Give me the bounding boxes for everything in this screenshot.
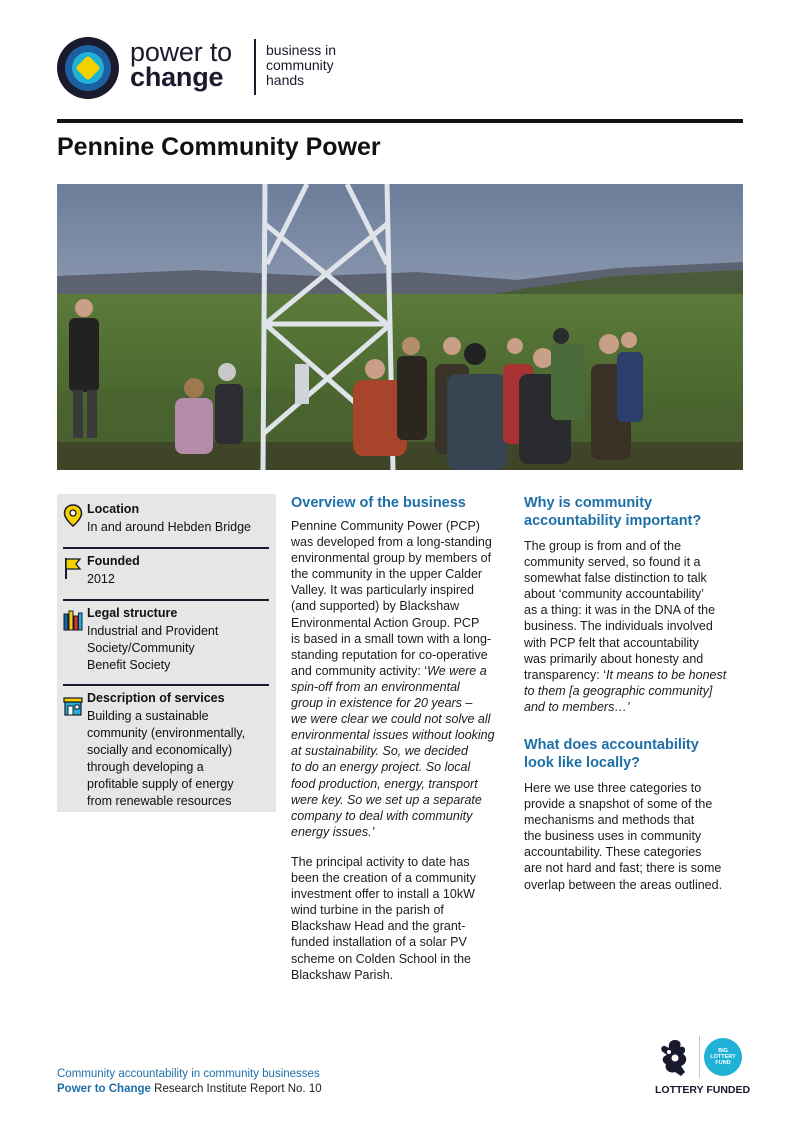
header-rule	[57, 119, 743, 123]
text-run: environmental group by members of	[291, 551, 492, 566]
info-value-line: Society/Community	[87, 641, 195, 655]
overview-para-1	[291, 518, 511, 840]
text-line	[291, 711, 511, 727]
info-value-line: from renewable resources	[87, 794, 232, 808]
info-box	[57, 494, 276, 812]
lottery-divider	[699, 1036, 700, 1078]
lottery-crossed-fingers-icon	[655, 1036, 695, 1080]
brand-line-2: change	[130, 62, 224, 92]
text-line	[291, 534, 511, 550]
text-line	[291, 518, 511, 534]
text-line: Blackshaw Head and the grant-	[291, 919, 466, 934]
text-line	[291, 663, 511, 679]
quote-run: group in existence for 20 years –	[291, 696, 473, 711]
quote-run: and to members…’	[524, 699, 630, 714]
footer-brand: Power to Change	[57, 1083, 151, 1095]
books-icon	[63, 608, 83, 632]
why-paragraph	[524, 538, 744, 715]
text-line	[291, 695, 511, 711]
text-line	[524, 635, 744, 651]
text-run: and community activity: ‘	[291, 663, 428, 678]
text-line: The principal activity to date has	[291, 855, 470, 869]
what-paragraph	[524, 780, 744, 893]
text-line	[524, 667, 744, 683]
tagline-line: community	[266, 57, 334, 73]
why-heading-line: Why is community	[524, 495, 653, 511]
text-run: with PCP felt that accountability	[524, 635, 699, 650]
text-line	[291, 550, 511, 566]
info-value	[87, 571, 115, 588]
text-line	[291, 727, 511, 743]
footer-report-number	[57, 1083, 322, 1095]
text-line	[291, 582, 511, 598]
footer-report-label: Research Institute Report No. 10	[150, 1083, 322, 1095]
lottery-funded-label: LOTTERY FUNDED	[655, 1084, 751, 1096]
group-photo	[57, 184, 743, 470]
quote-run: at sustainability. So, we decided	[291, 744, 468, 759]
text-line	[524, 554, 744, 570]
location-pin-icon	[63, 504, 83, 528]
text-run: standing reputation for co-operative	[291, 647, 488, 662]
shop-icon	[63, 693, 83, 717]
info-value-line: Benefit Society	[87, 658, 171, 672]
info-label: Founded	[87, 554, 140, 568]
text-line: are not hard and fast; there is some	[524, 861, 722, 876]
text-run: Pennine Community Power (PCP)	[291, 519, 480, 533]
info-value-line: Building a sustainable	[87, 709, 209, 723]
text-run: business. The individuals involved	[524, 619, 713, 634]
text-run: community served, so found it a	[524, 555, 701, 570]
info-label: Location	[87, 502, 140, 516]
tagline-line: hands	[266, 72, 305, 88]
text-line	[524, 538, 744, 554]
text-run: as a thing: it was in the DNA of the	[524, 603, 716, 618]
info-value-line: through developing a	[87, 760, 204, 774]
text-line	[291, 776, 511, 792]
big-lottery-fund-badge	[704, 1038, 742, 1076]
info-value	[87, 708, 245, 810]
text-line	[291, 679, 511, 695]
what-heading	[524, 736, 699, 772]
text-run: Environmental Action Group. PCP	[291, 615, 480, 630]
brand-divider	[254, 39, 256, 95]
footer-report-title: Community accountability in community businesses	[57, 1068, 320, 1080]
quote-run: to them [a geographic community]	[524, 683, 713, 698]
text-line	[524, 699, 744, 715]
text-line: Here we use three categories to	[524, 781, 702, 795]
quote-run: It means to be honest	[605, 667, 727, 682]
quote-run: we were clear we could not solve all	[291, 712, 491, 727]
text-line: provide a snapshot of some of the	[524, 797, 713, 812]
info-value-line: socially and economically)	[87, 743, 233, 757]
info-value-line: community (environmentally,	[87, 726, 246, 740]
text-line	[291, 631, 511, 647]
brand-line-1: power to	[130, 37, 232, 67]
info-value	[87, 623, 218, 674]
text-run: somewhat false distinction to talk	[524, 571, 707, 586]
text-run: (and supported) by Blackshaw	[291, 599, 460, 614]
text-line	[524, 570, 744, 586]
flag-icon	[63, 556, 83, 580]
text-line: wind turbine in the parish of	[291, 903, 444, 918]
info-value-line: 2012	[87, 572, 115, 586]
text-line	[291, 647, 511, 663]
power-to-change-logo-icon	[57, 37, 119, 99]
info-divider	[63, 684, 269, 686]
overview-para-2	[291, 854, 511, 983]
text-line: accountability. These categories	[524, 845, 702, 860]
text-line	[291, 759, 511, 775]
text-line: Blackshaw Parish.	[291, 967, 394, 982]
text-line	[291, 598, 511, 614]
overview-heading: Overview of the business	[291, 495, 466, 511]
text-line: mechanisms and methods that	[524, 813, 695, 828]
text-run: about ‘community accountability’	[524, 587, 704, 602]
quote-run: food production, energy, transport	[291, 776, 478, 791]
tagline-line: business in	[266, 42, 337, 58]
text-line: been the creation of a community	[291, 871, 476, 886]
text-line	[291, 792, 511, 808]
text-line	[524, 618, 744, 634]
quote-run: spin-off from an environmental	[291, 679, 460, 694]
badge-text	[704, 1048, 742, 1066]
quote-run: to do an energy project. So local	[291, 760, 471, 775]
info-divider	[63, 599, 269, 601]
info-label: Description of services	[87, 691, 225, 705]
text-run: was primarily about honesty and	[524, 651, 704, 666]
quote-run: company to deal with community	[291, 808, 473, 823]
text-line	[524, 651, 744, 667]
badge-text-line: BIG	[718, 1048, 728, 1054]
info-value-line: Industrial and Provident	[87, 624, 219, 638]
text-line: investment offer to install a 10kW	[291, 887, 475, 902]
quote-run: were key. So we set up a separate	[291, 792, 482, 807]
text-line	[524, 683, 744, 699]
text-line: the business uses in community	[524, 829, 702, 844]
why-heading-line: accountability important?	[524, 513, 702, 529]
tagline	[266, 43, 336, 88]
text-run: The group is from and of the	[524, 539, 682, 553]
text-run: is based in a small town with a long-	[291, 631, 492, 646]
what-heading-line: look like locally?	[524, 755, 641, 771]
info-value	[87, 519, 251, 536]
text-line	[291, 566, 511, 582]
quote-run: We were a	[427, 663, 487, 678]
text-line	[291, 808, 511, 824]
text-run: Valley. It was particularly inspired	[291, 583, 474, 598]
text-line: funded installation of a solar PV	[291, 935, 467, 950]
info-value-line: In and around Hebden Bridge	[87, 520, 252, 534]
info-value-line: profitable supply of energy	[87, 777, 234, 791]
text-run: the community in the upper Calder	[291, 567, 483, 582]
badge-text-line: FUND	[715, 1060, 731, 1066]
text-line	[524, 602, 744, 618]
text-line	[291, 615, 511, 631]
page-title: Pennine Community Power	[57, 133, 381, 161]
text-run: was developed from a long-standing	[291, 535, 492, 550]
info-label: Legal structure	[87, 606, 178, 620]
why-heading	[524, 494, 701, 530]
text-line: overlap between the areas outlined.	[524, 877, 723, 892]
quote-run: energy issues.’	[291, 824, 375, 839]
text-line: scheme on Colden School in the	[291, 951, 471, 966]
text-line	[291, 743, 511, 759]
quote-run: environmental issues without looking	[291, 728, 495, 743]
text-line	[291, 824, 511, 840]
text-run: transparency: ‘	[524, 667, 606, 682]
info-divider	[63, 547, 269, 549]
photo-illustration	[57, 184, 743, 470]
text-line	[524, 586, 744, 602]
badge-text-line: LOTTERY	[710, 1054, 736, 1060]
what-heading-line: What does accountability	[524, 737, 699, 753]
